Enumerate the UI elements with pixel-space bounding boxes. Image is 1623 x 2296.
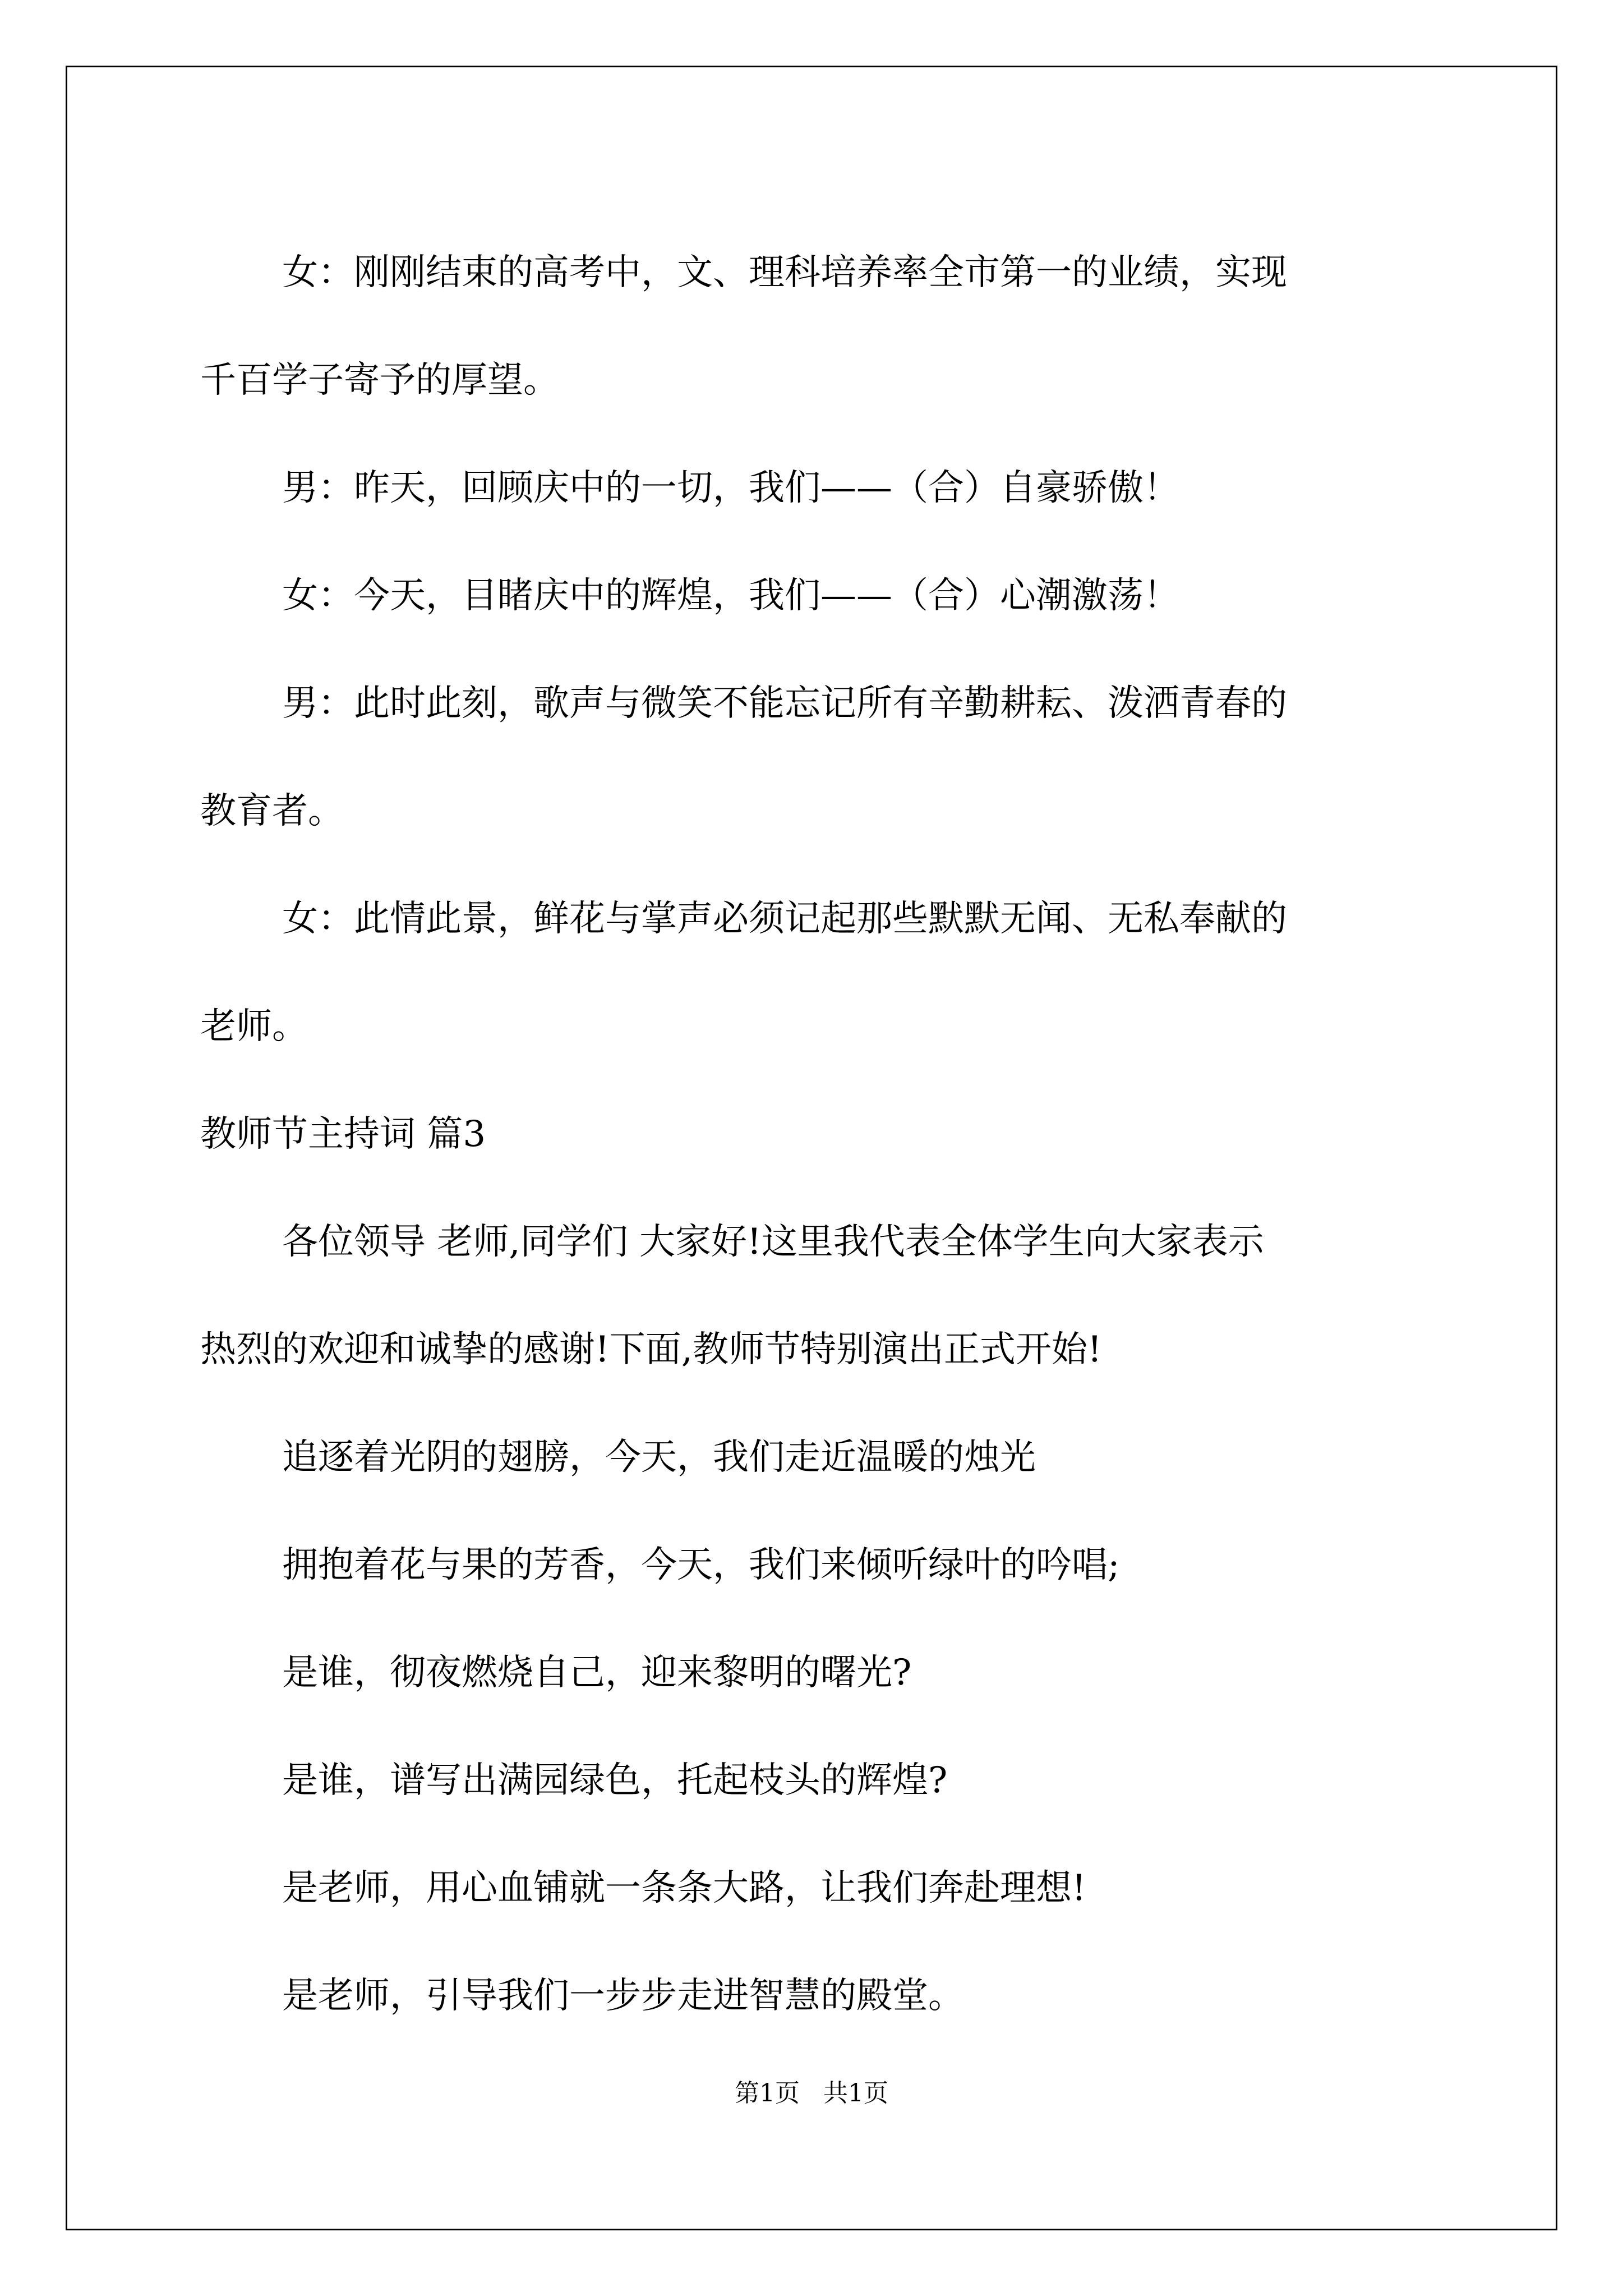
- paragraph-female-scene-cont: [200, 973, 1434, 1080]
- paragraph-verse-5: [200, 1834, 1434, 1942]
- paragraph-verse-3: [200, 1619, 1434, 1727]
- paragraph-verse-4: [200, 1727, 1434, 1834]
- text-line: 是谁，彻夜燃烧自己，迎来黎明的曙光?: [282, 1652, 912, 1694]
- text-line: 是谁，谱写出满园绿色，托起枝头的辉煌?: [282, 1760, 948, 1801]
- paragraph-male-moment-cont: [200, 757, 1434, 865]
- section-heading: [200, 1080, 1434, 1188]
- text-line: 女：刚刚结束的高考中，文、理科培养率全市第一的业绩，实现: [282, 252, 1287, 293]
- heading-text: 教师节主持词 篇3: [200, 1114, 486, 1155]
- paragraph-verse-6: [200, 1942, 1434, 2050]
- paragraph-female-scene: [200, 865, 1434, 973]
- document-body: [200, 219, 1434, 2050]
- paragraph-greeting-cont: [200, 1296, 1434, 1404]
- text-line: 是老师，用心血铺就一条条大路，让我们奔赴理想!: [282, 1867, 1086, 1909]
- text-line: 男：此时此刻，歌声与微笑不能忘记所有辛勤耕耘、泼洒青春的: [282, 683, 1287, 724]
- paragraph-male-moment: [200, 650, 1434, 757]
- page-footer: 第1页 共1页: [735, 2079, 888, 2108]
- text-line: 教育者。: [200, 790, 344, 832]
- text-line: 拥抱着花与果的芳香，今天，我们来倾听绿叶的吟唱;: [282, 1544, 1120, 1586]
- paragraph-female-today: [200, 542, 1434, 650]
- paragraph-female-gaokao-cont: [200, 326, 1434, 434]
- text-line: 各位领导 老师,同学们 大家好!这里我代表全体学生向大家表示: [282, 1221, 1264, 1263]
- text-line: 老师。: [200, 1006, 308, 1047]
- paragraph-greeting: [200, 1188, 1434, 1296]
- text-line: 男：昨天，回顾庆中的一切，我们——（合）自豪骄傲！: [282, 467, 1179, 509]
- paragraph-female-gaokao: [200, 219, 1434, 326]
- paragraph-verse-2: [200, 1511, 1434, 1619]
- text-line: 追逐着光阴的翅膀，今天，我们走近温暖的烛光: [282, 1437, 1036, 1478]
- text-line: 千百学子寄予的厚望。: [200, 360, 559, 401]
- text-line: 热烈的欢迎和诚挚的感谢!下面,教师节特别演出正式开始!: [200, 1329, 1102, 1370]
- text-line: 女：今天，目睹庆中的辉煌，我们——（合）心潮激荡！: [282, 575, 1179, 616]
- text-line: 女：此情此景，鲜花与掌声必须记起那些默默无闻、无私奉献的: [282, 898, 1287, 940]
- paragraph-verse-1: [200, 1404, 1434, 1511]
- paragraph-male-yesterday: [200, 434, 1434, 542]
- text-line: 是老师，引导我们一步步走进智慧的殿堂。: [282, 1975, 964, 2017]
